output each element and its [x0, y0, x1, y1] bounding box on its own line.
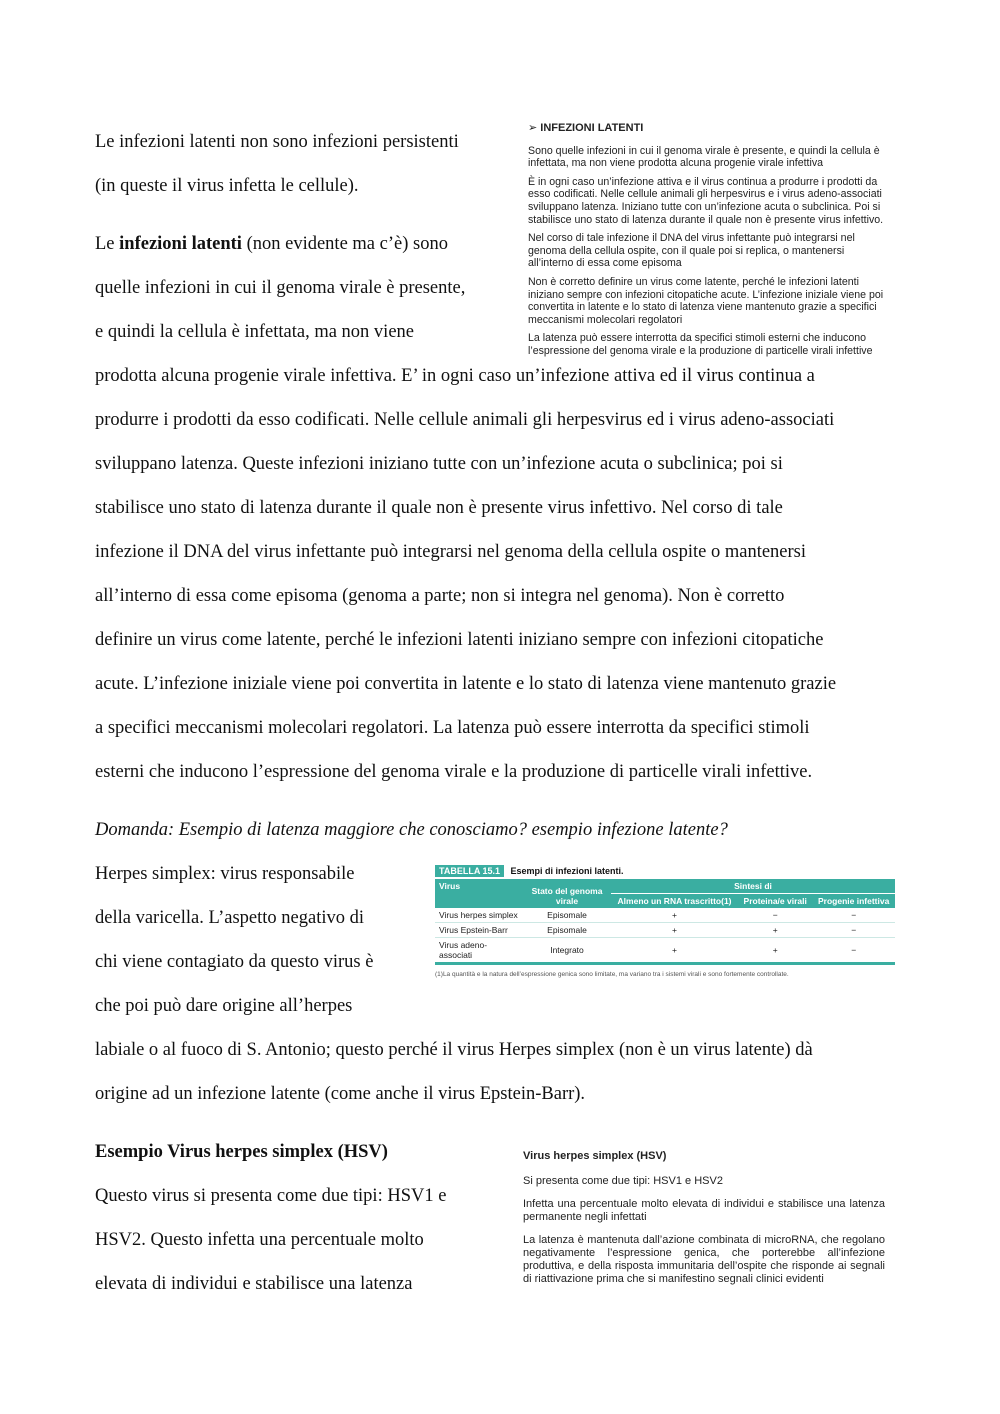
text-line: esterni che inducono l’espressione del genoma virale e la produzione di particelle virali infettive.	[95, 762, 813, 782]
table-cell: −	[738, 908, 812, 923]
box-paragraph: Infetta una percentuale molto elevata di individui e stabilisce una latenza permanente negli infettati	[523, 1198, 885, 1223]
text-line: e quindi la cellula è infettata, ma non viene	[95, 322, 414, 342]
bold-term: infezioni latenti	[119, 234, 242, 254]
text-line: all’interno di essa come episoma (genoma a parte; non si integra nel genoma). Non è corretto	[95, 586, 785, 606]
text-line: Le infezioni latenti (non evidente ma c’è) sono	[95, 234, 448, 254]
text-line: stabilisce uno stato di latenza durante il quale non è presente virus infettivo. Nel corso di tale	[95, 498, 783, 518]
table-tag: TABELLA 15.1	[435, 865, 504, 877]
text-line: sviluppano latenza. Queste infezioni iniziano tutte con un’infezione acuta o subclinica; poi si	[95, 454, 783, 474]
text-line: produrre i prodotti da esso codificati. Nelle cellule animali gli herpesvirus ed i virus adeno-associati	[95, 410, 835, 430]
text-line: Questo virus si presenta come due tipi: HSV1 e	[95, 1186, 447, 1206]
latent-infections-table	[435, 866, 895, 978]
text-line: elevata di individui e stabilisce una latenza	[95, 1274, 413, 1294]
table-header: Progenie infettiva	[812, 894, 895, 909]
text-line: infezione il DNA del virus infettante può integrarsi nel genoma della cellula ospite o mantenersi	[95, 542, 807, 562]
text-line: definire un virus come latente, perché le infezioni latenti iniziano sempre con infezioni citopatiche	[95, 630, 824, 650]
table-footnote: (1)La quantità e la natura dell’espressione genica sono limitate, ma variano tra i sistemi virali e sono fortemente controllate.	[435, 971, 789, 978]
text-line: quelle infezioni in cui il genoma virale è presente,	[95, 278, 466, 298]
text-line: che poi può dare origine all’herpes	[95, 996, 353, 1016]
text-line: prodotta alcuna progenie virale infettiva. E’ in ogni caso un’infezione attiva ed il virus continua a	[95, 366, 815, 386]
table-cell: −	[812, 923, 895, 938]
table-header: Stato del genoma virale	[523, 879, 611, 908]
table-row	[435, 938, 895, 964]
text-line: Le infezioni latenti non sono infezioni persistenti	[95, 132, 459, 152]
text-line: (in queste il virus infetta le cellule).	[95, 176, 359, 196]
text-line: chi viene contagiato da questo virus è	[95, 952, 374, 972]
question-line: Domanda: Esempio di latenza maggiore che conosciamo? esempio infezione latente?	[95, 820, 728, 840]
text-line: HSV2. Questo infetta una percentuale molto	[95, 1230, 424, 1250]
text-line: Herpes simplex: virus responsabile	[95, 864, 355, 884]
text-line: della varicella. L’aspetto negativo di	[95, 908, 365, 928]
table-cell: Virus Epstein-Barr	[435, 923, 523, 938]
table-cell: Integrato	[523, 938, 611, 964]
table-cell: Virus herpes simplex	[435, 908, 523, 923]
table-caption-text: Esempi di infezioni latenti.	[510, 866, 624, 876]
box-paragraph: Sono quelle infezioni in cui il genoma virale è presente, e quindi la cellula è infettata, ma non viene prodotta alcuna progenie virale infettiva	[528, 144, 880, 170]
text-line: origine ad un infezione latente (come anche il virus Epstein-Barr).	[95, 1084, 586, 1104]
text-line: acute. L’infezione iniziale viene poi convertita in latente e lo stato di latenza viene mantenuto grazie	[95, 674, 837, 694]
text-line: a specifici meccanismi molecolari regolatori. La latenza può essere interrotta da specifici stimoli	[95, 718, 810, 738]
table-cell: +	[738, 938, 812, 964]
table-row	[435, 908, 895, 923]
section-heading: Esempio Virus herpes simplex (HSV)	[95, 1142, 388, 1162]
text-line: labiale o al fuoco di S. Antonio; questo perché il virus Herpes simplex (non è un virus latente) dà	[95, 1040, 813, 1060]
table-cell: −	[812, 938, 895, 964]
box-title: Virus herpes simplex (HSV)	[523, 1150, 667, 1162]
box-paragraph: La latenza può essere interrotta da specifici stimoli esterni che inducono l’espressione del genoma virale e la produzione di particelle virali infettive	[528, 332, 873, 357]
table	[435, 879, 895, 965]
table-cell: +	[611, 908, 738, 923]
box-paragraph: Non è corretto definire un virus come latente, perché le infezioni latenti iniziano sempre con infezioni citopatiche acute. L’infezione iniziale viene poi convertita in latente e lo stato di latenza viene mantenuto grazie a specifici meccanismi molecolari regolatori	[528, 275, 884, 326]
table-cell: −	[812, 908, 895, 923]
box-paragraph: È in ogni caso un’infezione attiva e il virus continua a produrre i prodotti da esso codificati. Nelle cellule animali gli herpesvirus e i virus adeno-associati sviluppano latenza. Iniziano tutte con un’infezione acuta o subclinica. Poi si stabilisce uno stato di latenza durante il quale non è presente virus infettivo.	[528, 175, 884, 226]
table-cell: +	[611, 923, 738, 938]
table-header: Proteina/e virali	[738, 894, 812, 909]
table-caption	[435, 866, 895, 876]
table-cell: Virus adeno-associati	[435, 938, 523, 964]
table-header: Almeno un RNA trascritto(1)	[611, 894, 738, 909]
box-paragraph: Si presenta come due tipi: HSV1 e HSV2	[523, 1175, 723, 1187]
table-cell: +	[611, 938, 738, 964]
table-cell: Episomale	[523, 923, 611, 938]
table-cell: Episomale	[523, 908, 611, 923]
box-title: ➢ INFEZIONI LATENTI	[528, 122, 644, 134]
hsv-paragraph	[95, 1130, 446, 1306]
box-paragraph: La latenza è mantenuta dall’azione combinata di microRNA, che regolano negativamente l’espressione genica, che porterebbe all’infezione produttiva, e della risposta immunitaria dell’ospite che risponde ai segnali di riattivazione prima che si manifestino segnali clinici evidenti	[523, 1234, 885, 1285]
latent-infections-box	[528, 122, 890, 364]
box-paragraph: Nel corso di tale infezione il DNA del virus infettante può integrarsi nel genoma della cellula ospite, con il quale poi si replica, o mantenersi all’interno di essa come episoma	[528, 232, 855, 270]
table-row	[435, 923, 895, 938]
table-header: Sintesi di	[611, 879, 895, 894]
hsv-box	[523, 1150, 885, 1292]
table-cell: +	[738, 923, 812, 938]
intro-paragraph	[95, 120, 459, 208]
table-header: Virus	[435, 879, 523, 908]
